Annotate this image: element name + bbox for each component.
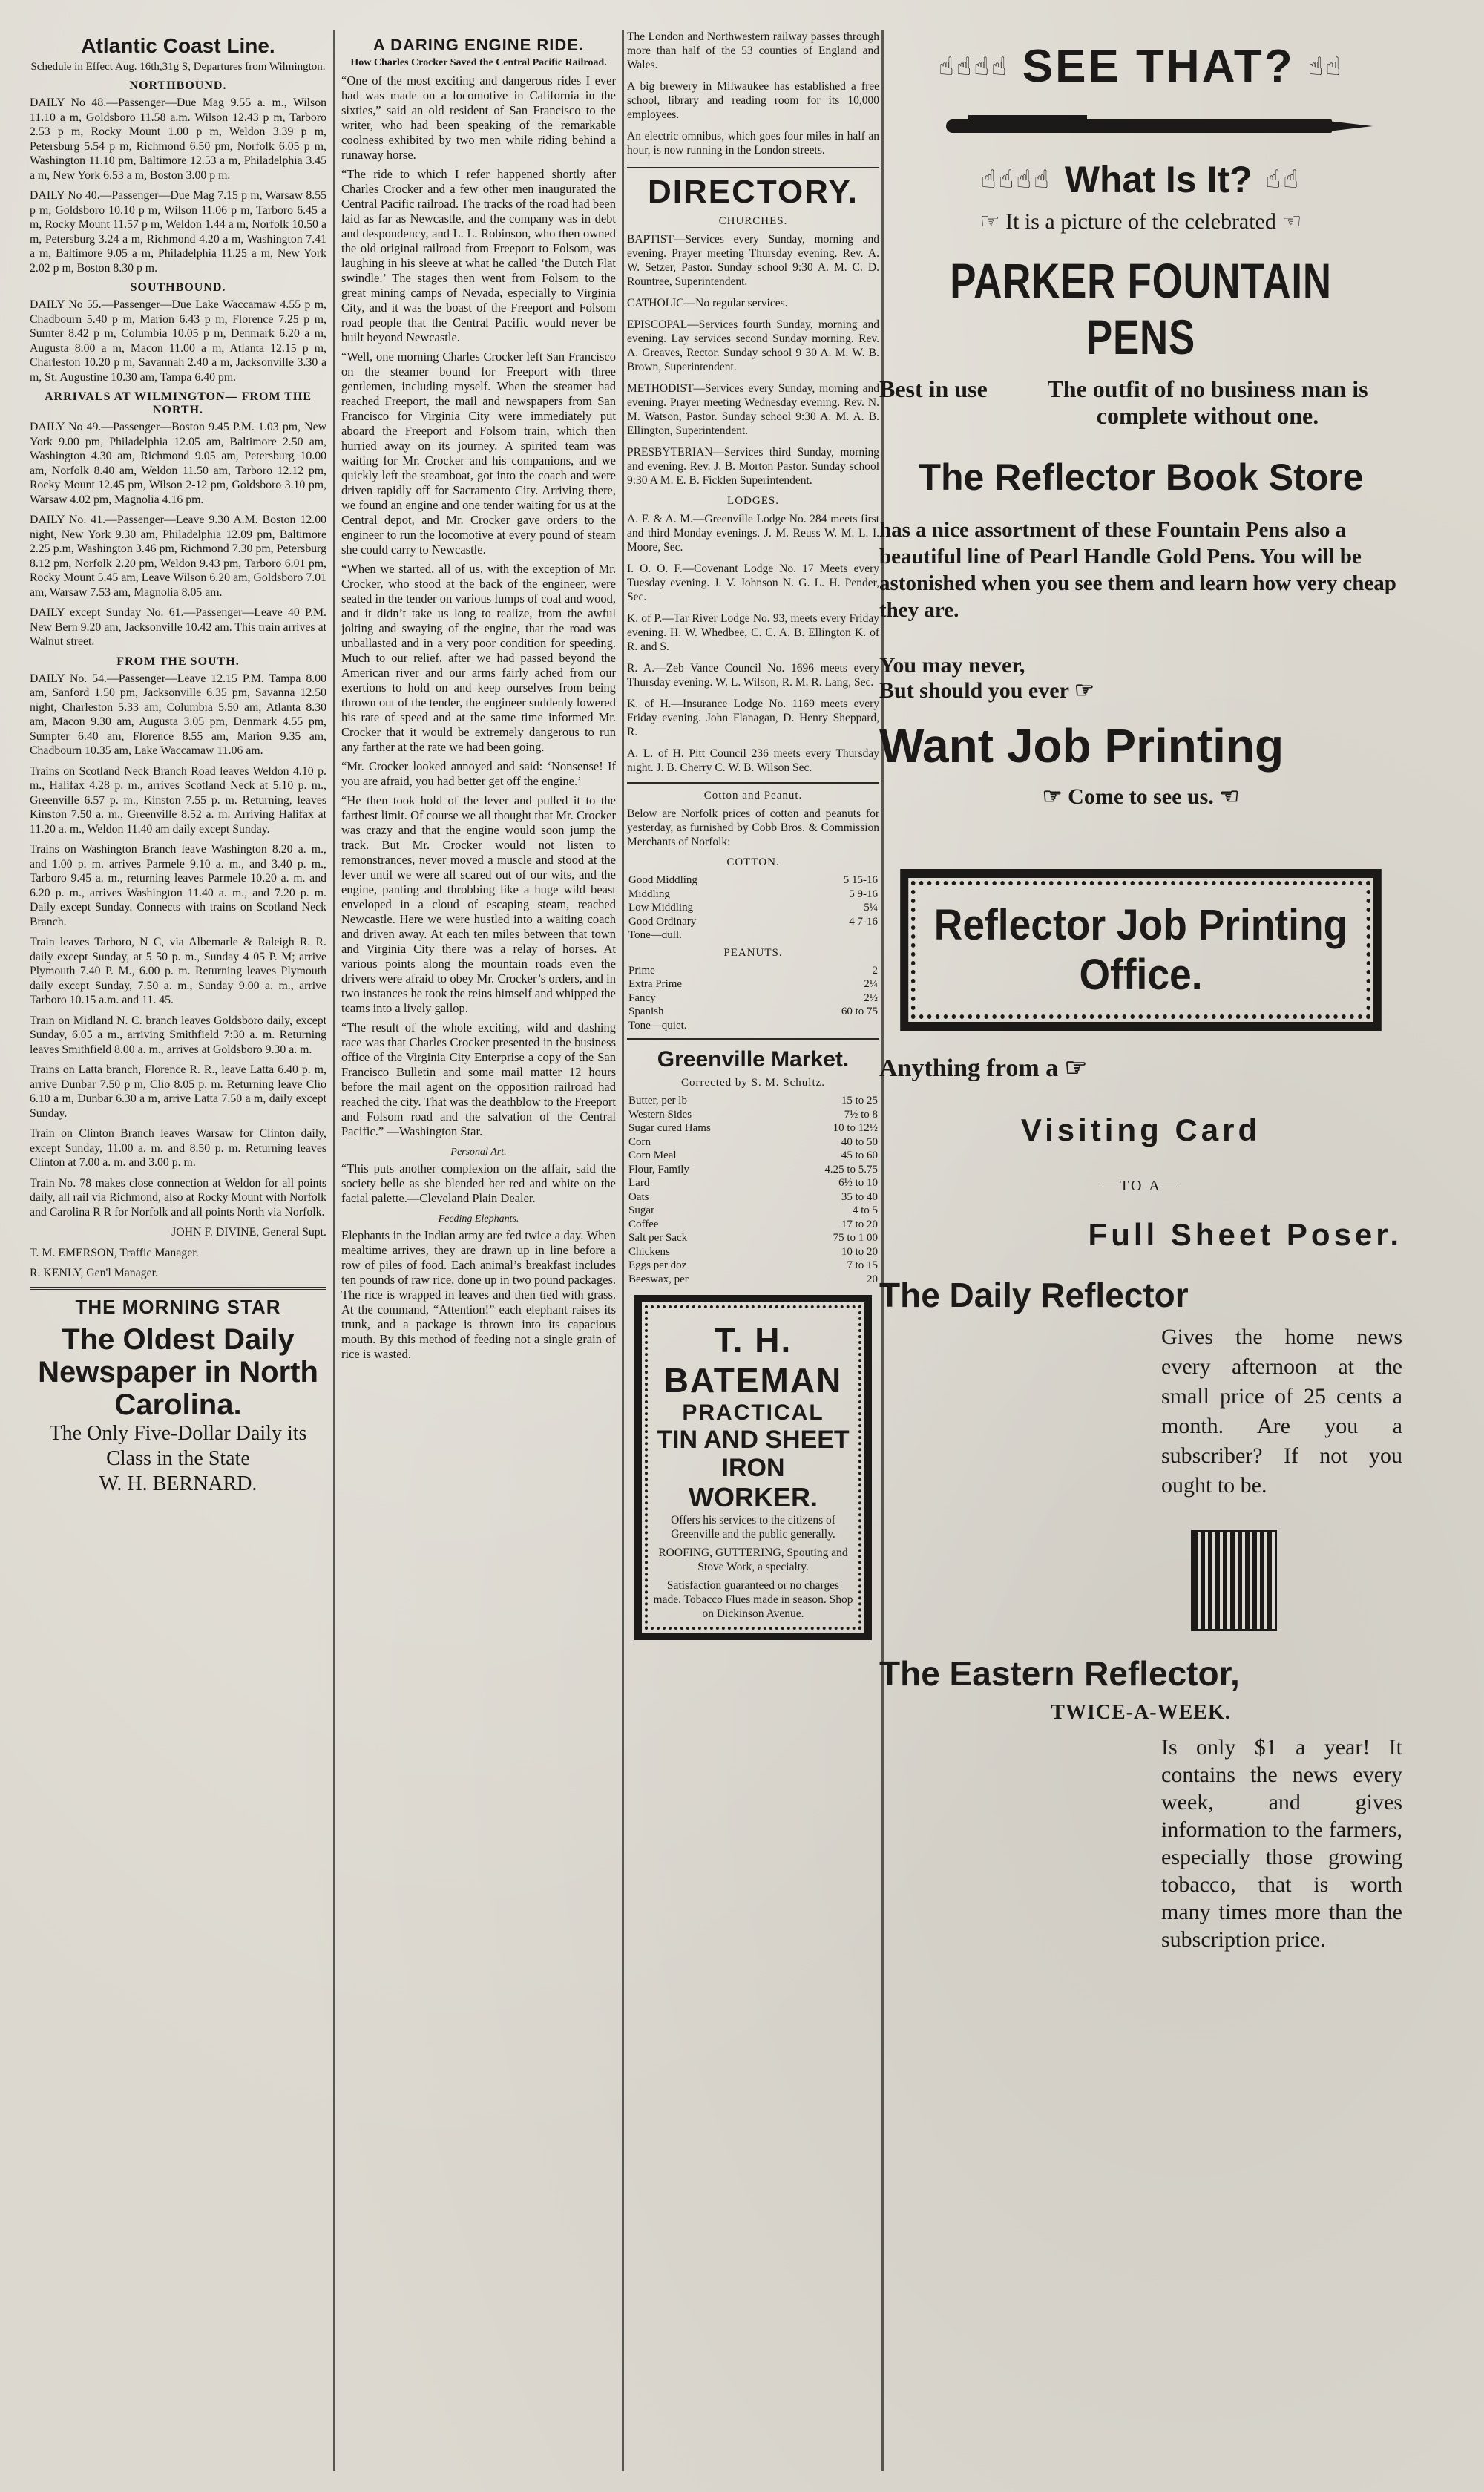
lodge-entry: K. of P.—Tar River Lodge No. 93, meets every Friday evening. H. W. Whedbee, C. C. A. B. Ellington K. of R. and S. [627, 612, 879, 653]
market-row [627, 1176, 879, 1190]
price-value: 4.25 to 5.75 [824, 1163, 878, 1175]
divider [627, 782, 879, 784]
market-row [627, 1259, 879, 1273]
fountain-pen-icon [902, 103, 1380, 148]
price-value: 4 7-16 [849, 915, 878, 928]
market-row [627, 1204, 879, 1218]
you-may-never: You may never, [879, 653, 1025, 678]
price-label: Prime [628, 964, 655, 977]
market-row [627, 1231, 879, 1245]
church-entry: PRESBYTERIAN—Services third Sunday, morning and evening. Rev. J. B. Morton Pastor. Sunday school 9:30 A M. E. B. Ficklen Superintendent. [627, 446, 879, 487]
article-title: A DARING ENGINE RIDE. [372, 36, 585, 54]
morning-star-owner: W. H. BERNARD. [99, 1472, 257, 1495]
pointing-hand-icon: ☜ [1213, 784, 1240, 809]
cotton-row [627, 915, 879, 929]
daily-reflector-title: The Daily Reflector [879, 1276, 1189, 1314]
price-label: Coffee [628, 1218, 659, 1230]
train-entry: Trains on Scotland Neck Branch Road leaves Weldon 4.10 p. m., Halifax 4.28 p. m., arrives Scotland Neck at 5.10 p. m., Greenville 6.57 p. m., Kinston 7.55 p. m. Returning, leaves Kinston 7.50 a. m., Greenville 8.52 a. m. Arriving Halifax at 11.20 a. m., Weldon 11.40 am daily except Sunday. [30, 764, 326, 836]
price-label: Corn [628, 1135, 651, 1148]
peanuts-subhead: PEANUTS. [723, 946, 783, 959]
directory-title: DIRECTORY. [647, 174, 859, 210]
pointing-hand-icon: ☞ [1058, 1055, 1088, 1082]
personal-art-head: Personal Art. [450, 1147, 507, 1158]
market-row [627, 1108, 879, 1122]
signature: T. M. EMERSON, Traffic Manager. [30, 1246, 199, 1259]
train-entry: Train No. 78 makes close connection at Weldon for all points daily, all rail via Richmond, also at Rocky Mount with Norfolk and Carolina R R for Norfolk and all points North via Norfolk. [30, 1176, 326, 1219]
cotton-row [627, 873, 879, 888]
column-directory [627, 30, 879, 2471]
lodge-entry: K. of H.—Insurance Lodge No. 1169 meets every Friday evening. John Flanagan, D. Henry Sheppard, R. [627, 698, 879, 738]
from-south-head: FROM THE SOUTH. [116, 655, 240, 668]
bateman-text: Satisfaction guaranteed or no charges made. Tobacco Flues made in season. Shop on Dickinson Avenue. [653, 1579, 853, 1620]
price-label: Middling [628, 888, 670, 900]
article-paragraph: “Mr. Crocker looked annoyed and said: ‘Nonsense! If you are afraid, you had better get off the engine.’ [341, 759, 616, 788]
train-entry: DAILY No. 41.—Passenger—Leave 9.30 A.M. Boston 12.00 night, New York 9.30 am, Philadelphia 12.09 pm, Baltimore 2.25 p.m, Washington 3.46 pm, Richmond 7.30 pm, Petersburg 8.12 pm, Norfolk 2.20 pm, Weldon 9.43 pm, Tarboro 6.01 pm, Rocky Mount 5.45 am, Leave Wilson 6.20 am, Goldsboro 7.01 am, Warsaw 7.53 am, Magnolia 8.05 am. [30, 514, 326, 599]
article-paragraph: “Well, one morning Charles Crocker left San Francisco on the steamer bound for Freeport with three gentlemen, including myself. When the steamer had reached Freeport, the mail and newspapers from San Francisco for Virginia City were immediately put aboard the Freeport and Folsom train, which then hurried away on its journey. A spirited team was waiting for Mr. Crocker and his companions, and we quickly left the steamboat, got into the coach and were driven rapidly off for Sacramento City. Arriving there, we found an engine and one tender waiting for us at the Central depot, and Mr. Crocker gave orders to the engineer to run the locomotive at every pound of steam she could carry to Newcastle. [341, 350, 616, 557]
train-entry: DAILY No 40.—Passenger—Due Mag 7.15 p m, Warsaw 8.55 p m, Goldsboro 10.10 p m, Wilson 11.06 p m, Tarboro 6.45 a m, Rocky Mount 11.57 p m, Weldon 1.44 a m, Norfolk 10.50 a m, Petersburg 3.24 a m, Richmond 4.20 a m, Washington 7.41 a m, Baltimore 9.05 a m, Philadelphia 11.25 a m, New York 2.02 p m, Boston 8.30 p m. [30, 189, 326, 275]
job-printing-office-box: Reflector Job Printing Office. [900, 869, 1382, 1031]
price-label: Spanish [628, 1006, 664, 1017]
price-value: 15 to 25 [841, 1095, 878, 1106]
cotton-table [627, 873, 879, 942]
cotton-subhead: COTTON. [726, 856, 780, 868]
column-railroad [30, 30, 326, 2471]
peanut-row [627, 991, 879, 1006]
article-paragraph: “The result of the whole exciting, wild and dashing race was that Charles Crocker presented in the business office of the Virginia City Enterprise a copy of the San Francisco Bulletin and some mail matter 12 hours before the mail agent on the opposition railroad had reached the city. That was the deathblow to the Freeport and Folsom road and the salvation of the Central Pacific.” —Washington Star. [341, 1020, 616, 1138]
price-value: 5 9-16 [849, 888, 878, 900]
what-is-it-heading: What Is It? [1064, 159, 1252, 200]
train-entry: DAILY except Sunday No. 61.—Passenger—Leave 40 P.M. New Bern 9.20 am, Jacksonville 10.42 am. This train arrives at Walnut street. [30, 606, 326, 648]
should-you-ever: But should you ever [879, 678, 1069, 703]
brief-item: The London and Northwestern railway passes through more than half of the 53 counties of England and Wales. [627, 30, 879, 71]
outfit-line: The outfit of no business man is complete without one. [1047, 376, 1368, 429]
cotton-row [627, 928, 879, 942]
peanut-row [627, 977, 879, 991]
bateman-text: Offers his services to the citizens of Greenville and the public generally. [671, 1514, 835, 1541]
personal-art-text: “This puts another complexion on the affair, said the society belle as she blended her red and white on the facial palette.—Cleveland Plain Dealer. [341, 1161, 616, 1205]
pointing-hand-icon: ☞ [1068, 678, 1094, 703]
divider [627, 1038, 879, 1040]
train-entry: Train on Clinton Branch leaves Warsaw for Clinton daily, except Sunday, 11.00 a. m. and 8.50 p. m. Returning leaves Clinton at 7.00 a. m. and 3.00 p. m. [30, 1127, 326, 1169]
cotton-row [627, 901, 879, 915]
pointing-hand-icon: ☜ [1275, 209, 1302, 234]
lodge-entry: R. A.—Zeb Vance Council No. 1696 meets every Thursday evening. W. L. Wilson, R. M. R. Lang, Sec. [627, 662, 879, 689]
bateman-practical: PRACTICAL [682, 1400, 824, 1425]
parker-pens-heading: PARKER FOUNTAIN PENS [950, 253, 1332, 364]
want-job-printing: Want Job Printing [879, 719, 1284, 773]
church-entry: EPISCOPAL—Services fourth Sunday, morning and evening. Lay services second Sunday morning. Rev. A. Greaves, Rector. Sunday school 9 30 A. M. W. B. Brown, Superintendent. [627, 318, 879, 373]
price-value: 7½ to 8 [844, 1108, 878, 1121]
price-label: Tone—quiet. [628, 1019, 687, 1032]
train-entry: Train leaves Tarboro, N C, via Albemarle & Raleigh R. R. daily except Sunday, at 5 50 p. m., Sunday 4 05 P. M; arrive Plymouth 7.40 P. M., 6.00 p. m. Returning leaves Plymouth daily except Sunday, 7.50 a. m., Sunday 9.00 a. m., arrive Tarboro 10.15 a.m. and 11. 45. [30, 936, 326, 1006]
daily-reflector-body: Gives the home news every afternoon at the small price of 25 cents a month. Are you a subscriber? If not you ought to be. [1161, 1325, 1402, 1498]
to-a: —TO A— [1103, 1178, 1179, 1194]
market-subtitle: Corrected by S. M. Schultz. [680, 1077, 826, 1089]
price-label: Western Sides [628, 1108, 692, 1121]
anything-from: Anything from a [879, 1055, 1059, 1082]
price-label: Extra Prime [628, 978, 683, 990]
ornament-block [1191, 1530, 1277, 1631]
should-you-ever-line [879, 678, 1402, 704]
hand-ornament-icon: ☝☝☝☝ [981, 165, 1051, 194]
best-in-use-row [879, 376, 1402, 429]
market-row [627, 1245, 879, 1259]
price-value: 4 to 5 [852, 1204, 878, 1216]
price-label: Sugar [628, 1204, 654, 1216]
price-value: 10 to 12½ [833, 1122, 878, 1134]
column-rule [333, 30, 335, 2471]
signature: R. KENLY, Gen'l Manager. [30, 1267, 158, 1279]
article-paragraph: “The ride to which I refer happened shortly after Charles Crocker and a few other men inaugurated the Central Pacific railroad. The tracks of the road had been laid as far as Newcastle, and the company was in debt and despondency, and L. L. Robinson, who then owned the old original railroad from Freeport to Folsom, was laughing in his sleeve at what he called ‘the Dutch Flat swindle.’ The stages then went from Folsom to the great mining camps of Nevada, especially to Virginia City, and it was the boast of the Freeport and Folsom road people that the Central Pacific would never be built beyond Newcastle. [341, 167, 616, 344]
train-entry: DAILY No 49.—Passenger—Boston 9.45 P.M. 1.03 pm, New York 9.00 pm, Philadelphia 12.05 am, Baltimore 2.50 am, Washington 4.30 am, Richmond 9.05 am, Petersburg 10.00 am, Norfolk 8.40 am, Weldon 11.50 am, Tarboro 12.12 pm, Rocky Mount 12.45 pm, Wilson 2-12 pm, Goldsboro 3.10 pm, Warsaw 4.02 pm, Magnolia 4.16 pm. [30, 421, 326, 506]
price-value: 5¼ [864, 902, 878, 914]
divider [30, 1287, 326, 1290]
eastern-reflector-body: Is only $1 a year! It contains the news every week, and gives information to the farmers, especially those growing tobacco, that is worth many times more than the subscription price. [1161, 1735, 1402, 1952]
market-row [627, 1094, 879, 1108]
southbound-head: SOUTHBOUND. [130, 281, 226, 294]
price-label: Salt per Sack [628, 1232, 688, 1244]
assortment-text: has a nice assortment of these Fountain Pens also a beautiful line of Pearl Handle Gold Pens. You will be astonished when you see them and learn how very cheap they are. [879, 518, 1396, 622]
price-label: Lard [628, 1177, 650, 1189]
elephants-text: Elephants in the Indian army are fed twice a day. When mealtime arrives, they are drawn up in line before a row of piles of food. Each animal’s breakfast includes ten pounds of raw rice, done up in two pound packages. The rice is wrapped in leaves and then tied with grass. At the command, “Attention!” each elephant raises its trunk, and a package is thrown into its capacious mouth. By this method of feeding not a single grain of rice is wasted. [341, 1228, 616, 1361]
anything-from-line [879, 1053, 1402, 1083]
visiting-card: Visiting Card [1020, 1112, 1261, 1147]
train-entry: DAILY No 55.—Passenger—Due Lake Waccamaw 4.55 p m, Chadbourn 5.40 p m, Marion 6.43 p m, Florence 7.25 p m, Sumter 8.42 p m, Columbia 10.05 p m, Denmark 6.20 a m, Augusta 8.00 a m, Macon 11.00 a m, Atlanta 12.15 p m, Charleston 10.20 p m, Savannah 2.40 a m, Jacksonville 3.30 a m, St. Augustine 10.30 am, Tampa 6.40 pm. [30, 298, 326, 384]
price-label: Tone—dull. [628, 929, 682, 941]
lodge-entry: A. F. & A. M.—Greenville Lodge No. 284 meets first and third Monday evenings. J. M. Reuss W. M. L. I. Moore, Sec. [627, 513, 879, 554]
article-deck: How Charles Crocker Saved the Central Pacific Railroad. [350, 57, 607, 68]
pointing-hand-icon: ☞ [1042, 784, 1068, 809]
train-entry: DAILY No 48.—Passenger—Due Mag 9.55 a. m., Wilson 11.10 a m, Goldsboro 11.58 a.m. Wilson 12.43 p m, Tarboro 2.53 p m, Rocky Mount 1.00 p m, Weldon 3.39 p m, Petersburg 5.54 p m, Richmond 6.50 pm, Norfolk 6.05 p m, Washington 11.10 pm, Baltimore 12.53 a m, Philadelphia 3.45 a m, New York 6.53 a m, Boston 3.00 p m. [30, 96, 326, 182]
market-row [627, 1149, 879, 1163]
price-label: Flour, Family [628, 1163, 689, 1175]
price-label: Fancy [628, 991, 656, 1004]
price-label: Chickens [628, 1245, 670, 1258]
northbound-head: NORTHBOUND. [129, 79, 227, 92]
article-paragraph: “One of the most exciting and dangerous rides I ever had was made on a locomotive in California in the sixties,” said an old resident of San Francisco to the writer, who had been speaking of the remarkable coolness exhibited by two men while riding behind a runaway horse. [341, 73, 616, 162]
churches-head: CHURCHES. [718, 215, 788, 227]
church-entry: METHODIST—Services every Sunday, morning and evening. Prayer meeting Wednesday evening. Rev. N. M. Watson, Pastor. Sunday school 9:30 A. M. A. B. Ellington, Superintendent. [627, 382, 879, 437]
price-label: Eggs per doz [628, 1259, 687, 1271]
peanut-row [627, 1005, 879, 1019]
price-value [793, 928, 879, 942]
peanut-row [627, 1019, 879, 1033]
cotton-intro: Below are Norfolk prices of cotton and peanuts for yesterday, as furnished by Cobb Bros. & Commission Merchants of Norfolk: [627, 807, 879, 848]
lodge-entry: I. O. O. F.—Covenant Lodge No. 17 Meets every Tuesday evening. J. V. Johnson N. G. L. H. Pender, Sec. [627, 563, 879, 603]
church-entry: BAPTIST—Services every Sunday, morning and evening. Prayer meeting Thursday evening. Rev. A. W. Setzer, Pastor. Sunday school 9:30 A. M. C. D. Rountree, Superintendent. [627, 233, 879, 288]
brief-item: An electric omnibus, which goes four miles in half an hour, is now running in the London streets. [627, 130, 879, 157]
price-label: Good Middling [628, 874, 697, 886]
peanut-row [627, 964, 879, 978]
market-row [627, 1273, 879, 1287]
eastern-reflector-title: The Eastern Reflector, [879, 1654, 1240, 1693]
full-sheet-poster: Full Sheet Poser. [1088, 1217, 1402, 1252]
signature: JOHN F. DIVINE, General Supt. [171, 1226, 326, 1239]
pointing-hand-icon: ☞ [979, 209, 1006, 234]
picture-line [879, 209, 1402, 235]
best-in-use: Best in use [879, 376, 988, 402]
price-label: Corn Meal [628, 1150, 677, 1161]
market-row [627, 1190, 879, 1204]
price-label: Oats [628, 1190, 649, 1203]
market-row [627, 1218, 879, 1232]
bateman-name: T. H. BATEMAN [663, 1321, 843, 1400]
come-to-see-us-line [879, 784, 1402, 810]
market-row [627, 1135, 879, 1150]
market-row [627, 1121, 879, 1135]
morning-star-subline: The Only Five-Dollar Daily its Class in the State [49, 1421, 307, 1470]
lodges-head: LODGES. [727, 495, 779, 507]
price-value [781, 1019, 879, 1033]
market-row [627, 1163, 879, 1177]
peanut-table [627, 964, 879, 1033]
price-label: Sugar cured Hams [628, 1122, 711, 1134]
hand-ornament-icon: ☝☝ [1265, 165, 1301, 194]
price-value: 40 to 50 [841, 1135, 878, 1148]
morning-star-title: THE MORNING STAR [75, 1295, 281, 1318]
hand-ornament-icon: ☝☝ [1307, 51, 1344, 82]
price-value: 20 [867, 1273, 878, 1285]
price-value: 2¼ [864, 978, 878, 990]
hand-ornament-icon: ☝☝☝☝ [938, 51, 1009, 82]
article-paragraph: “When we started, all of us, with the exception of Mr. Crocker, who stood at the back of the engineer, were seated in the tender on various lumps of coal and wood, and it didn’t take us long to realize, from the awful jolting and swaying of the engine, that the road was unballasted and in a very poor condition for speeding. Much to our relief, after we had passed beyond the American river and our arms fairly ached from our exertions to hold on and keep ourselves from being thrown out of the tender, the engineer suddenly lowered his rate of speed and at the same time informed Mr. Crocker that it would be extremely dangerous to run any farther at the rate we had been going. [341, 562, 616, 754]
twice-a-week: TWICE-A-WEEK. [1051, 1701, 1231, 1724]
arrivals-head: ARRIVALS AT WILMINGTON— FROM THE NORTH. [44, 390, 312, 416]
bateman-worker: WORKER. [689, 1482, 818, 1512]
morning-star-headline: The Oldest Daily Newspaper in North Carolina. [38, 1322, 318, 1421]
come-to-see-us: Come to see us. [1068, 784, 1214, 809]
price-label: Good Ordinary [628, 915, 697, 928]
train-entry: Trains on Washington Branch leave Washington 8.20 a. m., and 1.00 p. m. arrives Parmele 9.10 a. m., and 3.40 p. m., Tarboro 9.45 a. m., returning leaves Parmele 10.20 a. m. and 6.20 p. m., arrives Washington 11.40 a. m., and 7.20 p. m. Daily except Sunday. Connects with trains on Scotland Neck Branch. [30, 843, 326, 928]
train-entry: Train on Midland N. C. branch leaves Goldsboro daily, except Sunday, 6.05 a m., arriving Smithfield 7:30 a. m. Returning leaves Smithfield 8.00 a. m., arrives at Goldsboro 9.30 a. m. [30, 1014, 326, 1056]
church-entry: CATHOLIC—No regular services. [627, 297, 788, 309]
brief-item: A big brewery in Milwaukee has established a free school, library and reading room for its 10,000 employees. [627, 80, 879, 121]
bateman-trade: TIN AND SHEET IRON [657, 1426, 850, 1482]
column-advertisements [879, 30, 1402, 2471]
divider [627, 165, 879, 168]
train-entry: Trains on Latta branch, Florence R. R., leave Latta 6.40 p. m, arrive Dunbar 7.50 p m, Clio 8.05 p. m. Returning leave Clio 6.10 a m, Dunbar 6.30 a m, arrive Latta 7.50 a m, daily except Sunday. [30, 1063, 326, 1120]
price-label: Low Middling [628, 902, 694, 914]
price-value: 6½ to 10 [838, 1177, 878, 1189]
railroad-title: Atlantic Coast Line. [81, 34, 275, 57]
market-table [627, 1094, 879, 1286]
column-rule [622, 30, 624, 2471]
price-value: 60 to 75 [841, 1006, 878, 1017]
price-value: 7 to 15 [847, 1259, 878, 1271]
picture-text: It is a picture of the celebrated [1005, 209, 1276, 234]
schedule-line: Schedule in Effect Aug. 16th,31g S, Departures from Wilmington. [30, 61, 326, 73]
price-label: Butter, per lb [628, 1095, 687, 1106]
bateman-advertisement [634, 1295, 872, 1640]
price-value: 2 [872, 964, 878, 977]
price-value: 5 15-16 [843, 874, 878, 886]
price-value: 17 to 20 [841, 1218, 878, 1230]
elephants-head: Feeding Elephants. [438, 1213, 519, 1224]
price-value: 10 to 20 [841, 1245, 878, 1258]
price-label: Beeswax, per [628, 1273, 689, 1285]
what-is-it-row [879, 158, 1402, 201]
cotton-row [627, 888, 879, 902]
price-value: 35 to 40 [841, 1190, 878, 1203]
column-engine-ride [341, 30, 616, 2471]
see-that-heading: SEE THAT? [1022, 41, 1295, 92]
article-paragraph: “He then took hold of the lever and pulled it to the farthest limit. Of course we all thought that Mr. Crocker was crazy and that the engine would soon jump the track. But Mr. Crocker would not listen to remonstrances, never moved a muscle and stood at the lever until we were all scared out of our wits, and the engine, panting and throbbing like a huge wild beast enveloped in a cloud of escaping steam, reached Newcastle. Here we were hustled into a waiting coach and driven away. At each ten miles between that town and Virginia City there was a relay of horses. At various points along the mountain roads even the drivers were afraid to obey Mr. Crocker’s orders, and in two instances he took the reins himself and whipped the teams into a lively gallop. [341, 793, 616, 1015]
bateman-text: ROOFING, GUTTERING, Spouting and Stove Work, a specialty. [658, 1547, 848, 1573]
price-value: 45 to 60 [841, 1150, 878, 1161]
market-title: Greenville Market. [657, 1047, 850, 1072]
train-entry: DAILY No. 54.—Passenger—Leave 12.15 P.M. Tampa 8.00 am, Sanford 1.50 pm, Jacksonville 6.35 pm, Savanna 12.50 night, Charleston 5.33 am, Columbia 5.50 am, Atlanta 8.30 am, Macon 9.30 am, Augusta 3.05 pm, Denmark 4.55 pm, Sumpter 6.40 am, Florence 8.55 am, Marion 9.35 am, Chadbourn 10.35 am, Lake Waccamaw 11.06 am. [30, 672, 326, 757]
price-value: 2½ [864, 991, 878, 1004]
price-value: 75 to 1 00 [833, 1232, 878, 1244]
see-that-row [879, 40, 1402, 93]
lodge-entry: A. L. of H. Pitt Council 236 meets every Thursday night. J. B. Cherry C. W. B. Wilson Sec. [627, 747, 879, 774]
cotton-head: Cotton and Peanut. [703, 790, 803, 801]
reflector-book-store: The Reflector Book Store [918, 456, 1364, 498]
